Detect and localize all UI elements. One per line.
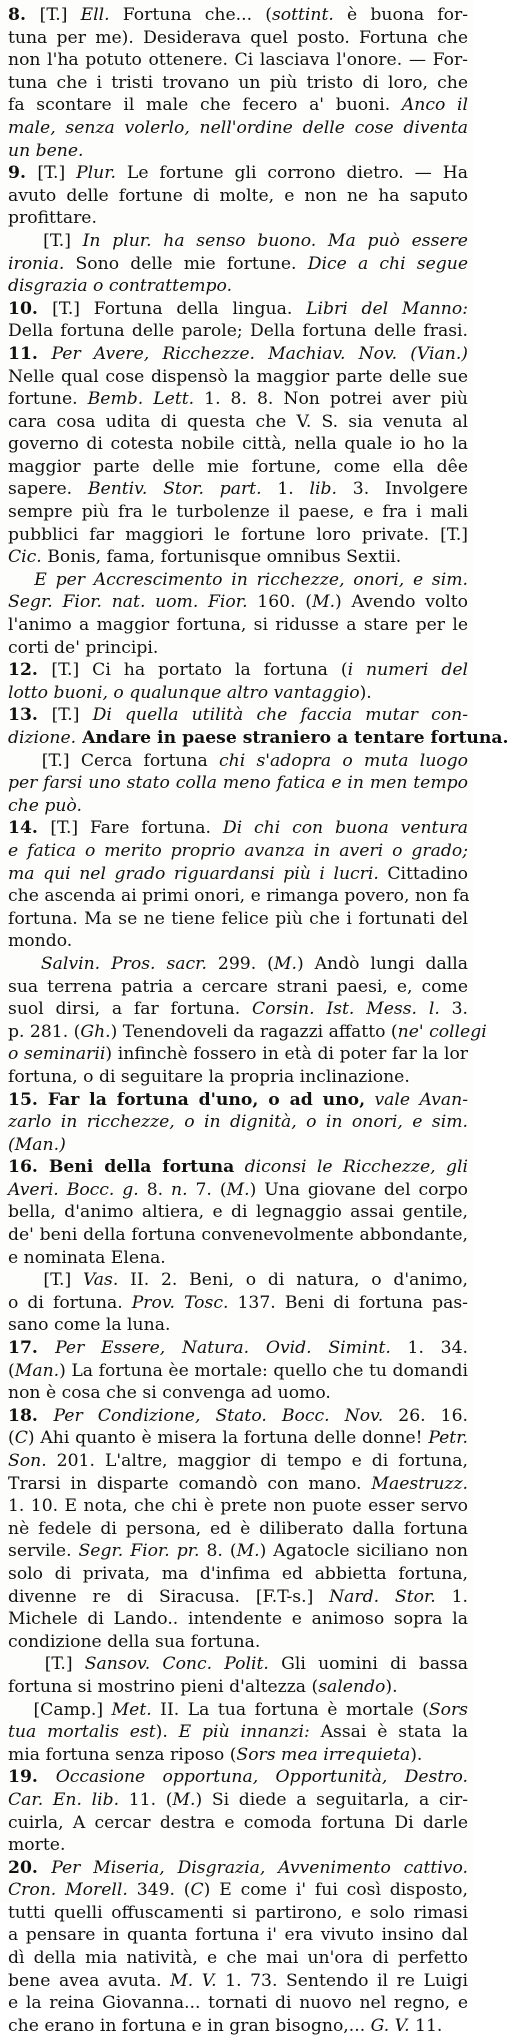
- text-segment: 11.: [8, 343, 52, 364]
- text-segment: 13.: [8, 705, 52, 726]
- text-segment: ) Una giovane del corpo: [249, 1179, 469, 1200]
- text-segment: pubblici far maggiori le fortune loro private. [T.]: [8, 524, 468, 545]
- text-segment: Nelle qual cose dispensò la maggior parte delle sue: [8, 366, 468, 387]
- text-segment: Fortuna che... (: [109, 5, 272, 25]
- text-line: [8, 840, 468, 863]
- text-segment: M.: [311, 592, 336, 613]
- text-line: [8, 1495, 468, 1518]
- text-segment: M.: [172, 1789, 196, 1810]
- text-line: [8, 817, 468, 840]
- text-line: [8, 1721, 468, 1744]
- text-segment: M.: [273, 953, 297, 974]
- text-segment: ) Andò lungi dalla: [296, 953, 468, 974]
- text-segment: Nard. Stor.: [329, 1586, 436, 1607]
- text-segment: non l'ha potuto ottenere. Ci lasciava l'onore. — For-: [8, 50, 468, 71]
- text-line: [8, 1473, 468, 1496]
- text-segment: maggior parte delle mie fortune, come ella dêe: [8, 456, 468, 477]
- text-segment: 1. 8. 8. Non potrei aver più: [194, 389, 468, 410]
- text-line: [8, 117, 468, 140]
- text-segment: Cron. Morell.: [8, 1880, 128, 1901]
- text-segment: tuna che i tristi trovano un più tristo di loro, che: [8, 72, 468, 93]
- text-segment: Prov. Tosc.: [131, 1292, 229, 1313]
- text-line: [8, 1631, 468, 1654]
- text-line: [8, 795, 468, 818]
- text-line: [8, 1586, 468, 1609]
- text-segment: e nominata Elena.: [8, 1247, 166, 1268]
- text-segment: sempre più fra le turbolenze il paese, e fra i mali: [8, 502, 468, 523]
- text-segment: fortuna, o di seguitare la propria inclinazione.: [8, 1066, 410, 1087]
- text-segment: E per Accrescimento in ricchezze, onori, e sim.: [8, 569, 468, 590]
- text-line: [8, 591, 468, 614]
- text-segment: [T.]: [37, 163, 77, 184]
- text-segment: Sono delle mie fortune.: [64, 253, 308, 274]
- text-line: [8, 140, 468, 163]
- text-line: [8, 569, 468, 592]
- text-segment: ) Ahi quanto è misera la fortuna delle donne!: [27, 1428, 429, 1449]
- text-line: [8, 366, 468, 389]
- text-segment: [T.] Ci ha portato la fortuna (: [51, 660, 348, 681]
- text-segment: nè fedele di persona, ed è diliberato dalla fortuna: [8, 1518, 468, 1539]
- text-segment: 18.: [8, 1405, 54, 1426]
- text-line: [8, 1676, 468, 1699]
- text-segment: un bene.: [8, 140, 84, 161]
- text-segment: Petr.: [428, 1428, 468, 1449]
- text-line: [8, 253, 468, 276]
- text-line: [8, 275, 468, 298]
- text-line: [8, 1902, 468, 1925]
- text-segment: fa scontare il male che fecero a' buoni.: [8, 95, 402, 116]
- text-segment: male, senza volerlo, nell'ordine delle cose diventa: [8, 117, 468, 138]
- text-line: [8, 885, 468, 908]
- text-line: [8, 1540, 468, 1563]
- text-line: [8, 863, 468, 886]
- text-segment: 7. (: [187, 1179, 227, 1200]
- text-line: [8, 1879, 468, 1902]
- text-segment: [T.]: [8, 230, 83, 251]
- text-segment: Per Miseria, Disgrazia, Avvenimento cattivo.: [51, 1857, 468, 1878]
- text-line: [8, 185, 468, 208]
- text-segment: 8.: [138, 1179, 172, 1200]
- text-segment: [T.] Fare fortuna.: [50, 818, 223, 839]
- text-line: [8, 682, 468, 705]
- text-segment: 201. L'altre, maggior di tempo e di fortuna,: [46, 1451, 468, 1471]
- text-segment: fortuna si mostrino pieni d'altezza (: [8, 1676, 319, 1697]
- text-segment: Ell.: [80, 5, 110, 25]
- text-line: [8, 478, 468, 501]
- text-segment: Man.: [14, 1360, 60, 1381]
- text-segment: 1. 34.: [390, 1338, 468, 1359]
- text-segment: 20.: [8, 1857, 52, 1878]
- text-segment: 160. (: [247, 592, 312, 613]
- text-segment: In plur. ha senso buono. Ma può essere: [82, 230, 468, 251]
- text-segment: Cittadino: [378, 863, 469, 884]
- text-segment: ).: [385, 1676, 398, 1697]
- text-segment: 349. (: [127, 1880, 191, 1901]
- text-segment: p. 281. (: [8, 1021, 81, 1042]
- text-segment: tutti quelli offuscamenti si partirono, e solo rimasi: [8, 1902, 468, 1923]
- text-segment: ) Agatocle siciliano non: [259, 1541, 468, 1562]
- text-segment: Bonis, fama, fortunisque omnibus Sextii.: [41, 547, 402, 568]
- text-segment: e la reina Giovanna... tornati di nuovo nel regno, e: [8, 1993, 468, 2014]
- text-segment: che ascenda ai primi onori, e rimanga povero, non fa: [8, 886, 470, 907]
- text-segment: Di chi con buona ventura: [222, 818, 469, 839]
- text-segment: Sansov. Conc. Polit.: [84, 1654, 269, 1675]
- text-segment: Averi. Bocc. g.: [8, 1179, 139, 1200]
- text-segment: 8. (: [199, 1541, 237, 1562]
- text-segment: [T.]: [51, 705, 93, 726]
- text-segment: 12.: [8, 660, 52, 681]
- text-segment: Maestruzz.: [371, 1473, 468, 1494]
- text-line: [8, 1360, 468, 1383]
- text-line: [8, 2015, 468, 2037]
- text-segment: C: [14, 1428, 28, 1449]
- text-segment: morte.: [8, 1835, 66, 1856]
- text-segment: e fatica o merito proprio avanza in averi o grado;: [8, 840, 468, 861]
- text-segment: servile.: [8, 1541, 79, 1562]
- text-segment: C: [190, 1880, 204, 1901]
- text-segment: M. V.: [170, 1970, 217, 1991]
- text-segment: ).: [359, 682, 372, 703]
- text-segment: dì della mia natività, e che mai un'ora di perfetto: [8, 1948, 468, 1969]
- text-line: [8, 1563, 468, 1586]
- text-segment: 1.: [435, 1586, 468, 1607]
- text-segment: ne' collegi: [397, 1021, 487, 1042]
- text-segment: ironia.: [8, 253, 65, 274]
- text-segment: Corsin. Ist. Mess. l.: [252, 999, 440, 1020]
- text-segment: mia fortuna senza riposo (: [8, 1744, 237, 1765]
- text-segment: [T.] Cerca fortuna: [8, 750, 220, 771]
- text-segment: ) La fortuna èe mortale: quello che tu domandi: [59, 1360, 468, 1381]
- text-segment: Bentiv. Stor. part.: [87, 479, 262, 500]
- text-segment: (Man.): [8, 1134, 66, 1155]
- text-segment: cuirla, A cercar destra e comoda fortuna Di darle: [8, 1812, 468, 1833]
- text-line: [8, 1089, 468, 1112]
- text-line: [8, 1834, 468, 1857]
- text-segment: [T.]: [39, 5, 81, 25]
- text-segment: condizione della sua fortuna.: [8, 1631, 261, 1652]
- text-line: [8, 230, 468, 253]
- text-segment: II. 2. Beni, o di natura, o d'animo,: [118, 1270, 468, 1291]
- text-segment: (: [8, 1360, 15, 1381]
- text-segment: 1. 73. Sentendo il re Luigi: [216, 1970, 468, 1991]
- text-segment: Dice a chi segue: [307, 253, 468, 274]
- text-segment: E più innanzi:: [178, 1722, 310, 1743]
- text-line: [8, 49, 468, 72]
- text-segment: Segr. Fior. pr.: [78, 1541, 200, 1562]
- text-line: [8, 704, 468, 727]
- text-line: [8, 1857, 468, 1880]
- text-segment: 8.: [8, 5, 40, 25]
- text-line: [8, 207, 468, 230]
- text-segment: Sors mea irrequieta: [236, 1744, 411, 1765]
- text-segment: Di quella utilità che faccia mutar con-: [92, 705, 468, 726]
- text-line: [8, 637, 468, 660]
- text-segment: Son.: [8, 1451, 47, 1471]
- text-line: [8, 1699, 468, 1722]
- text-line: [8, 908, 468, 931]
- text-segment: Gh.: [80, 1021, 111, 1042]
- text-segment: sua terrena patria a cercare strani paesi, e, come: [8, 976, 468, 997]
- text-segment: Andare in paese straniero a tentare fortuna.: [76, 728, 509, 748]
- text-segment: vale Avan-: [365, 1089, 469, 1110]
- text-segment: ) Si diede a seguitarla, a cir-: [195, 1789, 469, 1810]
- text-segment: tuna per me). Desiderava quel posto. Fortuna che: [8, 27, 468, 48]
- text-line: [8, 1201, 468, 1224]
- text-line: [8, 1450, 468, 1473]
- text-line: [8, 1427, 468, 1450]
- text-line: [8, 411, 468, 434]
- text-segment: Plur.: [76, 163, 117, 184]
- text-line: [8, 1518, 468, 1541]
- text-segment: ) Avendo volto: [335, 592, 469, 613]
- text-line: [8, 1789, 468, 1812]
- text-segment: [Camp.]: [8, 1699, 112, 1720]
- text-segment: [T.]: [8, 1654, 85, 1675]
- text-line: [8, 1653, 468, 1676]
- text-segment: 3.: [439, 999, 468, 1020]
- text-segment: ).: [155, 1722, 179, 1743]
- text-segment: Anco il: [401, 95, 468, 116]
- text-segment: ).: [410, 1744, 423, 1765]
- text-segment: Sors: [428, 1699, 468, 1720]
- text-segment: Trarsi in disparte comandò con mano.: [8, 1473, 372, 1494]
- text-segment: mondo.: [8, 931, 73, 952]
- text-segment: Vas.: [82, 1270, 119, 1291]
- text-segment: 9.: [8, 163, 38, 184]
- text-segment: dizione.: [8, 728, 77, 748]
- text-line: [8, 659, 468, 682]
- text-line: [8, 930, 468, 953]
- text-segment: o di fortuna.: [8, 1292, 132, 1313]
- text-segment: sottint.: [271, 5, 334, 25]
- text-segment: Beni della fortuna: [48, 1157, 235, 1178]
- text-line: [8, 546, 468, 569]
- text-segment: bella, d'animo altiera, e di legnaggio assai gentile,: [8, 1202, 468, 1223]
- text-segment: che può.: [8, 795, 82, 816]
- text-segment: i numeri del: [347, 660, 468, 681]
- text-line: [8, 388, 468, 411]
- text-segment: zarlo in ricchezze, o in dignità, o in onori, e sim.: [8, 1112, 468, 1133]
- text-line: [8, 343, 468, 366]
- text-line: [8, 1812, 468, 1835]
- text-line: [8, 1947, 468, 1970]
- text-line: [8, 298, 468, 321]
- text-line: [8, 4, 468, 27]
- text-segment: ) E come i' fui così disposto,: [203, 1880, 468, 1901]
- text-segment: Libri del Manno:: [306, 298, 468, 319]
- text-segment: [T.] Fortuna della lingua.: [52, 298, 307, 319]
- text-segment: 26. 16.: [383, 1405, 468, 1426]
- text-line: [8, 1608, 468, 1631]
- text-segment: Met.: [111, 1699, 152, 1720]
- text-segment: diconsi le Ricchezze, gli: [234, 1157, 468, 1178]
- text-segment: tua mortalis est: [8, 1722, 156, 1743]
- text-segment: sapere.: [8, 479, 88, 500]
- text-segment: disgrazia o contrattempo.: [8, 276, 233, 297]
- text-segment: M.: [226, 1179, 250, 1200]
- text-line: [8, 1066, 468, 1089]
- text-line: [8, 1992, 468, 2015]
- text-line: [8, 162, 468, 185]
- text-segment: ma qui nel grado riguardansi più i lucri.: [8, 863, 379, 884]
- text-segment: (: [8, 1428, 15, 1449]
- text-segment: 10.: [8, 298, 53, 319]
- text-line: [8, 1314, 468, 1337]
- text-line: [8, 433, 468, 456]
- text-segment: 14.: [8, 818, 51, 839]
- text-segment: 16.: [8, 1157, 49, 1178]
- text-segment: Le fortune gli corrono dietro. — Ha: [116, 163, 468, 184]
- text-segment: sano come la luna.: [8, 1315, 171, 1336]
- text-line: [8, 614, 468, 637]
- text-line: [8, 1766, 468, 1789]
- text-segment: solo di privata, ma d'infima ed abbietta fortuna,: [8, 1563, 468, 1584]
- text-segment: a pensare in quanta fortuna i' era vivuto insino dal: [8, 1925, 468, 1946]
- text-segment: suol dirsi, a far fortuna.: [8, 999, 252, 1020]
- text-line: [8, 1224, 468, 1247]
- text-line: [8, 1156, 468, 1179]
- text-segment: 11.: [409, 2015, 443, 2036]
- text-line: [8, 1179, 468, 1202]
- text-segment: ) infinchè fossero in età di poter far la lor: [105, 1044, 469, 1065]
- text-segment: corti de' principi.: [8, 637, 159, 658]
- text-segment: G. V.: [370, 2015, 410, 2036]
- text-segment: divenne re di Siracusa. [F.T-s.]: [8, 1586, 330, 1607]
- text-line: [8, 320, 468, 343]
- text-segment: Bemb. Lett.: [87, 389, 195, 410]
- text-line: [8, 953, 468, 976]
- text-segment: fortune.: [8, 389, 88, 410]
- text-line: [8, 1405, 468, 1428]
- text-line: [8, 1111, 468, 1134]
- text-line: [8, 976, 468, 999]
- text-segment: 15.: [8, 1089, 48, 1110]
- text-segment: 17.: [8, 1338, 56, 1359]
- text-segment: Salvin. Pros. sacr.: [8, 953, 207, 974]
- text-line: [8, 998, 468, 1021]
- text-segment: non è cosa che si convenga ad uomo.: [8, 1383, 331, 1404]
- text-line: [8, 772, 468, 795]
- text-segment: o seminarii: [8, 1044, 106, 1065]
- text-segment: avuto delle fortune di molte, e non ne ha saputo: [8, 185, 468, 206]
- text-segment: fortuna. Ma se ne tiene felice più che i fortunati del: [8, 908, 468, 929]
- text-segment: Gli uomini di bassa: [268, 1654, 468, 1675]
- text-segment: Della fortuna delle parole; Della fortuna delle frasi.: [8, 321, 468, 342]
- text-line: [8, 27, 468, 50]
- text-segment: Per Essere, Natura. Ovid. Simint.: [55, 1338, 391, 1359]
- text-segment: II. La tua fortuna è mortale (: [151, 1699, 429, 1720]
- text-segment: Cic.: [8, 547, 42, 568]
- text-line: [8, 501, 468, 524]
- text-segment: Car. En. lib.: [8, 1789, 120, 1810]
- text-segment: è buona for-: [333, 5, 469, 25]
- text-segment: 1.: [261, 479, 310, 500]
- text-line: [8, 1021, 487, 1044]
- text-segment: 3. Involgere: [337, 479, 468, 500]
- text-line: [8, 456, 468, 479]
- text-segment: 299. (: [206, 953, 274, 974]
- text-segment: che erano in fortuna e in gran bisogno,...: [8, 2015, 371, 2036]
- text-line: [8, 1247, 468, 1270]
- text-segment: governo di cotesta nobile città, nella quale io ho la: [8, 434, 468, 455]
- text-segment: Far la fortuna d'uno, o ad uno,: [47, 1089, 366, 1110]
- text-line: [8, 750, 468, 773]
- text-segment: Segr. Fior. nat. uom. Fior.: [8, 592, 248, 613]
- text-segment: de' beni della fortuna convenevolmente abbondante,: [8, 1225, 468, 1246]
- text-segment: Per Avere, Ricchezze. Machiav. Nov. (Vian.): [51, 343, 468, 364]
- text-segment: cara cosa udita di questa che V. S. sia venuta al: [8, 411, 468, 432]
- text-segment: Per Condizione, Stato. Bocc. Nov.: [53, 1405, 384, 1426]
- text-line: [8, 1043, 468, 1066]
- text-segment: l'animo a maggior fortuna, si ridusse a stare per le: [8, 615, 468, 636]
- text-segment: chi s'adopra o muta luogo: [219, 750, 468, 771]
- text-segment: 11. (: [119, 1789, 173, 1810]
- text-line: [8, 1924, 468, 1947]
- text-segment: 137. Beni di fortuna pas-: [228, 1292, 468, 1313]
- text-segment: [T.]: [8, 1270, 83, 1291]
- text-line: [8, 727, 509, 750]
- text-segment: Assai è stata la: [309, 1722, 468, 1743]
- text-line: [8, 1337, 468, 1360]
- text-segment: ) Tenendoveli da ragazzi affatto (: [110, 1021, 398, 1042]
- text-segment: 1. 10. E nota, che chi è prete non puote esser servo: [8, 1496, 468, 1517]
- text-segment: Occasione opportuna, Opportunità, Destro.: [55, 1767, 468, 1788]
- text-line: [8, 1134, 468, 1157]
- text-line: [8, 94, 468, 117]
- text-line: [8, 1269, 468, 1292]
- text-line: [8, 1292, 468, 1315]
- text-segment: per farsi uno stato colla meno fatica e in men tempo: [8, 773, 468, 794]
- text-segment: M.: [236, 1541, 260, 1562]
- text-segment: profittare.: [8, 208, 97, 229]
- text-segment: Michele di Lando.. intendente e animoso sopra la: [8, 1609, 468, 1630]
- text-segment: lotto buoni, o qualunque altro vantaggio: [8, 682, 360, 703]
- text-segment: salendo: [318, 1676, 386, 1697]
- text-line: [8, 1744, 468, 1767]
- text-line: [8, 524, 468, 547]
- text-line: [8, 1970, 468, 1993]
- text-segment: 19.: [8, 1767, 56, 1788]
- text-line: [8, 72, 468, 95]
- text-segment: n.: [171, 1179, 188, 1200]
- text-line: [8, 1382, 468, 1405]
- text-segment: bene avea avuta.: [8, 1970, 171, 1991]
- text-segment: lib.: [309, 479, 338, 500]
